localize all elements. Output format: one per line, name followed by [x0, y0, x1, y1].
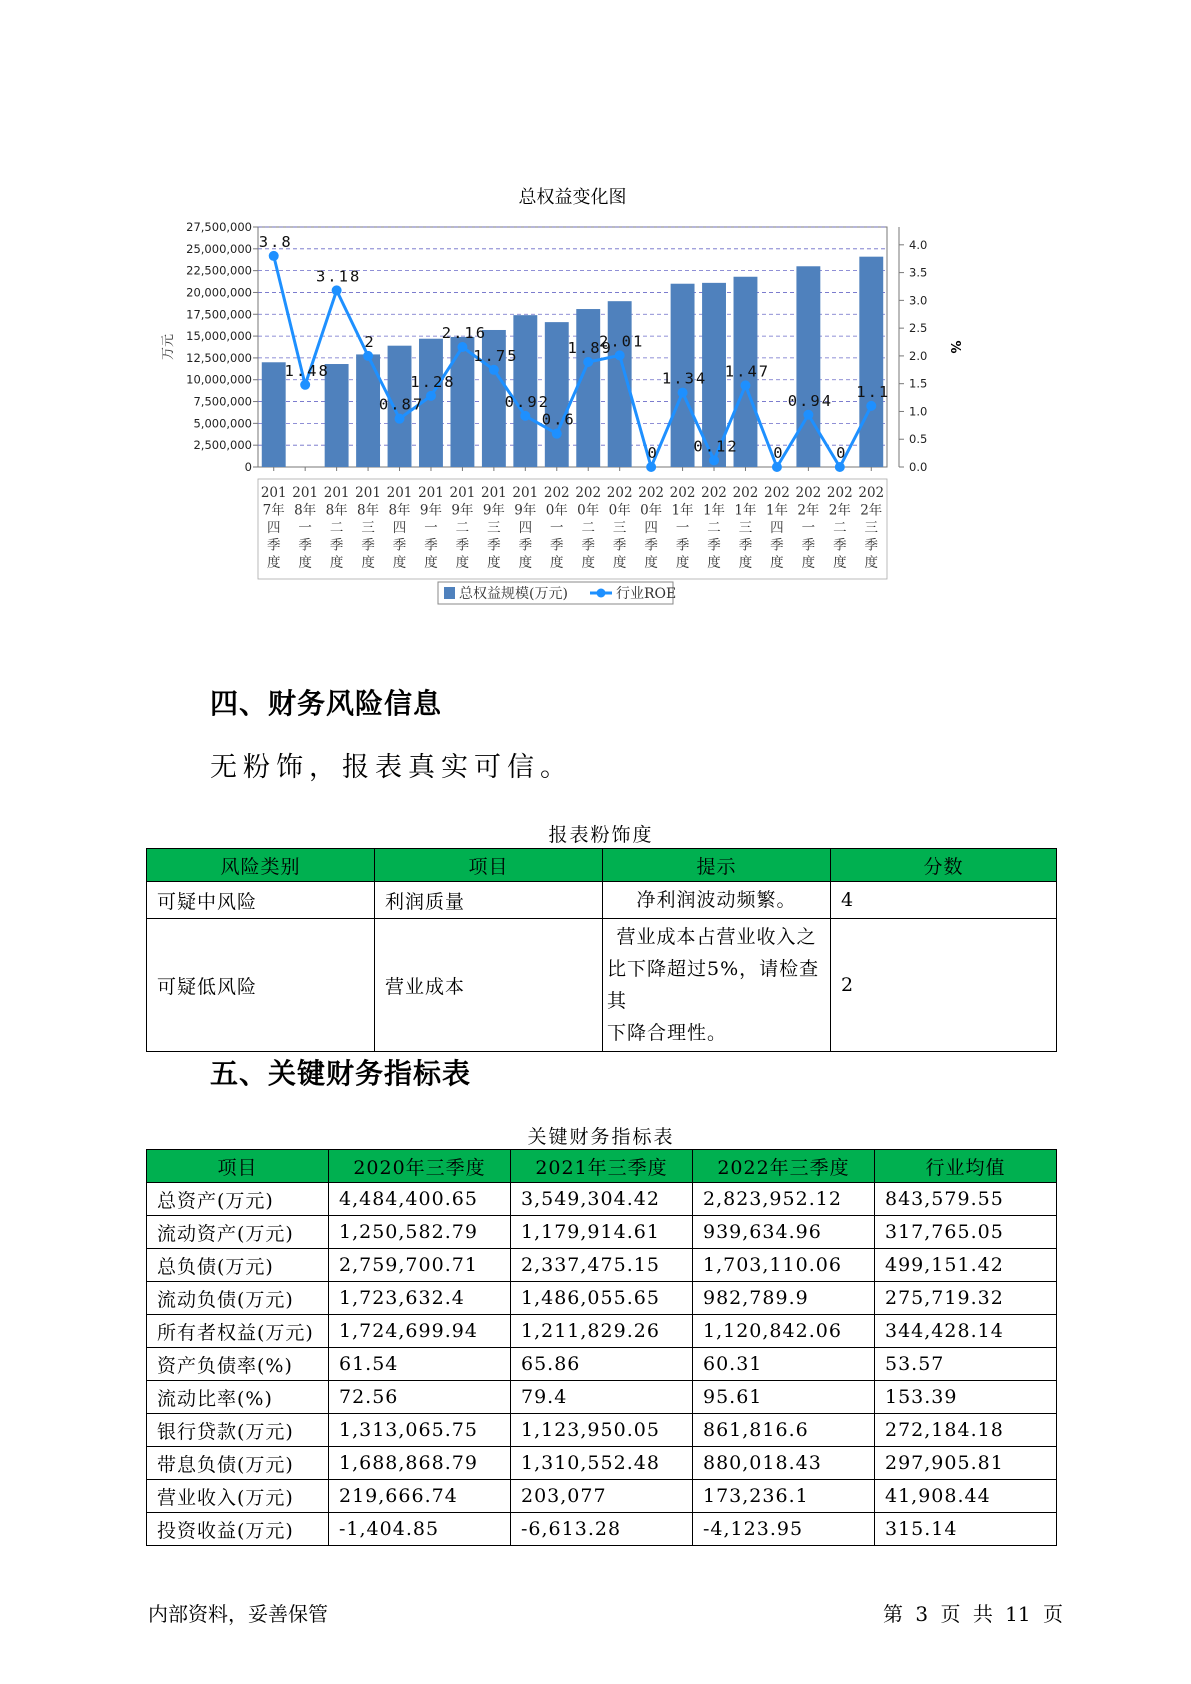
kpi-value-cell: 1,310,552.48 — [511, 1447, 693, 1480]
risk-item: 利润质量 — [375, 882, 603, 919]
x-tick-label: 季 — [707, 537, 721, 554]
roe-data-label: 0.6 — [541, 410, 576, 429]
bar — [262, 362, 286, 467]
table-row — [147, 882, 1057, 919]
kpi-value-cell: 843,579.55 — [875, 1183, 1057, 1216]
roe-data-label: 2.01 — [599, 332, 645, 351]
x-tick-label: 季 — [801, 537, 816, 554]
x-tick-label: 二 — [707, 520, 721, 536]
x-tick-label: 度 — [770, 555, 784, 571]
x-tick-label: 季 — [864, 537, 879, 554]
kpi-value-cell: 2,823,952.12 — [693, 1183, 875, 1216]
x-tick-label: 度 — [581, 555, 595, 571]
x-tick-label: 201 — [260, 485, 287, 501]
kpi-value-cell: 41,908.44 — [875, 1480, 1057, 1513]
risk-tip-line: 下降合理性。 — [607, 1022, 728, 1044]
table-row — [147, 1249, 1057, 1282]
x-tick-label: 二 — [833, 520, 847, 536]
x-tick-label: 一 — [298, 520, 312, 536]
kpi-value-cell: 79.4 — [511, 1381, 693, 1414]
risk-category: 可疑低风险 — [147, 919, 375, 1052]
kpi-value-cell: 315.14 — [875, 1513, 1057, 1546]
x-tick-label: 202 — [575, 485, 602, 501]
roe-data-label: 0.92 — [504, 392, 550, 411]
roe-point — [615, 350, 625, 360]
header-cell: 行业均值 — [875, 1150, 1057, 1183]
x-tick-label: 8年 — [357, 502, 380, 519]
x-tick-label: 季 — [455, 537, 470, 554]
x-tick-label: 度 — [266, 555, 281, 571]
roe-point — [332, 285, 342, 295]
roe-data-label: 1.48 — [284, 361, 330, 380]
kpi-table-caption: 关键财务指标表 — [527, 1126, 675, 1148]
y2-tick-label: 0.0 — [909, 460, 928, 474]
x-tick-label: 三 — [612, 520, 627, 536]
x-tick-label: 三 — [361, 520, 375, 536]
roe-data-label: 0.94 — [787, 391, 834, 410]
roe-data-label: 2.16 — [441, 324, 488, 343]
kpi-table — [146, 1149, 1057, 1546]
kpi-value-cell: -4,123.95 — [693, 1513, 875, 1546]
roe-point — [552, 429, 562, 439]
kpi-value-cell: 219,666.74 — [329, 1480, 511, 1513]
kpi-label-cell: 流动资产(万元) — [147, 1216, 329, 1249]
x-tick-label: 度 — [801, 555, 816, 571]
x-tick-label: 四 — [266, 520, 281, 536]
y2-tick-label: 1.5 — [909, 376, 928, 391]
x-tick-label: 季 — [550, 537, 564, 554]
kpi-value-cell: 275,719.32 — [875, 1282, 1057, 1315]
bar — [859, 257, 883, 467]
roe-data-label: 1.89 — [567, 339, 613, 358]
risk-score: 4 — [831, 882, 1057, 919]
x-tick-label: 202 — [638, 485, 665, 501]
roe-point — [583, 357, 593, 367]
roe-data-label: 3.18 — [315, 267, 362, 286]
kpi-value-cell: 72.56 — [329, 1381, 511, 1414]
kpi-value-cell: 1,123,950.05 — [511, 1414, 693, 1447]
x-tick-label: 季 — [770, 537, 784, 554]
x-tick-label: 度 — [487, 555, 501, 571]
chart-title: 总权益变化图 — [518, 187, 627, 208]
table-row — [147, 1348, 1057, 1381]
x-axis-label-frame — [258, 479, 887, 579]
roe-point — [426, 391, 436, 401]
y-tick-label: 27,500,000 — [186, 220, 252, 234]
table-row — [147, 1480, 1057, 1513]
kpi-value-cell: -1,404.85 — [329, 1513, 511, 1546]
x-tick-label: 度 — [392, 555, 407, 571]
kpi-value-cell: 1,688,868.79 — [329, 1447, 511, 1480]
kpi-value-cell: 272,184.18 — [875, 1414, 1057, 1447]
kpi-label-cell: 总负债(万元) — [147, 1249, 329, 1282]
x-tick-label: 201 — [292, 485, 319, 501]
roe-point — [363, 351, 373, 361]
table-row — [147, 1315, 1057, 1348]
y2-tick-label: 3.5 — [909, 265, 928, 280]
x-tick-label: 一 — [675, 520, 690, 536]
roe-point — [835, 462, 845, 472]
x-tick-label: 201 — [512, 485, 539, 501]
x-tick-label: 8年 — [325, 502, 348, 519]
kpi-value-cell: 1,120,842.06 — [693, 1315, 875, 1348]
x-tick-label: 度 — [518, 555, 533, 571]
x-tick-label: 202 — [858, 485, 885, 501]
y-tick-label: 0 — [244, 460, 252, 474]
x-tick-label: 一 — [801, 520, 816, 536]
risk-category: 可疑中风险 — [147, 882, 375, 919]
x-tick-label: 四 — [770, 520, 784, 536]
equity-chart — [161, 187, 1040, 655]
risk-item: 营业成本 — [375, 919, 603, 1052]
roe-point — [646, 462, 656, 472]
chart-svg — [161, 187, 1040, 655]
kpi-label-cell: 带息负债(万元) — [147, 1447, 329, 1480]
kpi-label-cell: 流动比率(%) — [147, 1381, 329, 1414]
x-tick-label: 一 — [424, 520, 438, 536]
x-tick-label: 度 — [298, 555, 312, 571]
kpi-value-cell: 53.57 — [875, 1348, 1057, 1381]
bar — [796, 266, 820, 467]
x-tick-label: 季 — [329, 537, 344, 554]
legend-bar-swatch — [444, 587, 455, 599]
risk-tip-line: 比下降超过5%，请检查其 — [607, 958, 820, 1012]
y-tick-label: 5,000,000 — [193, 416, 252, 431]
x-tick-label: 201 — [449, 485, 476, 501]
kpi-value-cell: 203,077 — [511, 1480, 693, 1513]
x-tick-label: 四 — [392, 520, 407, 536]
x-tick-label: 0年 — [608, 502, 631, 519]
table-row — [147, 1513, 1057, 1546]
x-tick-label: 0年 — [640, 502, 663, 519]
x-tick-label: 1年 — [765, 502, 788, 519]
header-cell: 项目 — [375, 849, 603, 882]
kpi-label-cell: 流动负债(万元) — [147, 1282, 329, 1315]
roe-data-label: 1.47 — [724, 362, 771, 381]
x-tick-label: 季 — [738, 537, 753, 554]
kpi-value-cell: 1,250,582.79 — [329, 1216, 511, 1249]
risk-tip — [603, 882, 831, 919]
kpi-label-cell: 营业收入(万元) — [147, 1480, 329, 1513]
x-tick-label: 度 — [455, 555, 470, 571]
roe-data-label: 0 — [773, 444, 785, 462]
roe-data-label: 1.1 — [856, 382, 891, 401]
risk-score: 2 — [831, 919, 1057, 1052]
x-tick-label: 度 — [329, 555, 344, 571]
y-tick-label: 2,500,000 — [193, 438, 252, 453]
roe-data-label: 0.12 — [693, 437, 739, 456]
x-tick-label: 2年 — [828, 502, 851, 519]
y2-tick-label: 0.5 — [909, 432, 928, 447]
x-tick-label: 度 — [864, 555, 879, 571]
roe-point — [803, 410, 813, 420]
y-tick-label: 25,000,000 — [186, 241, 252, 256]
y2-axis-label: % — [947, 340, 962, 354]
kpi-value-cell: 2,337,475.15 — [511, 1249, 693, 1282]
y-tick-label: 15,000,000 — [186, 329, 252, 344]
table-row — [147, 1414, 1057, 1447]
header-cell: 2020年三季度 — [329, 1150, 511, 1183]
kpi-value-cell: 982,789.9 — [693, 1282, 875, 1315]
kpi-label-cell: 投资收益(万元) — [147, 1513, 329, 1546]
kpi-value-cell: 861,816.6 — [693, 1414, 875, 1447]
header-cell: 项目 — [147, 1150, 329, 1183]
roe-data-label: 0.87 — [378, 395, 425, 414]
bar — [450, 337, 474, 467]
roe-point — [395, 414, 405, 424]
y-tick-label: 20,000,000 — [186, 285, 252, 300]
roe-point — [709, 455, 719, 465]
kpi-label-cell: 所有者权益(万元) — [147, 1315, 329, 1348]
header-cell: 2021年三季度 — [511, 1150, 693, 1183]
kpi-value-cell: 4,484,400.65 — [329, 1183, 511, 1216]
roe-data-label: 1.75 — [473, 346, 519, 365]
bar — [513, 315, 537, 467]
kpi-value-cell: 60.31 — [693, 1348, 875, 1381]
section4-paragraph: 无粉饰，报表真实可信。 — [210, 752, 573, 783]
x-tick-label: 1年 — [671, 502, 694, 519]
x-tick-label: 度 — [644, 555, 658, 571]
x-tick-label: 202 — [732, 485, 759, 501]
kpi-value-cell: 153.39 — [875, 1381, 1057, 1414]
x-tick-label: 季 — [361, 537, 375, 554]
table-row — [147, 1216, 1057, 1249]
table-row — [147, 919, 1057, 1052]
x-tick-label: 9年 — [514, 502, 537, 519]
x-tick-label: 季 — [424, 537, 438, 554]
y2-tick-label: 1.0 — [909, 404, 928, 419]
x-tick-label: 2年 — [797, 502, 820, 519]
kpi-table-header — [147, 1150, 1057, 1183]
x-tick-label: 7年 — [262, 502, 285, 519]
kpi-value-cell: 317,765.05 — [875, 1216, 1057, 1249]
kpi-value-cell: 1,703,110.06 — [693, 1249, 875, 1282]
x-tick-label: 202 — [701, 485, 727, 501]
x-tick-label: 1年 — [734, 502, 757, 519]
section4-heading: 四、财务风险信息 — [210, 687, 443, 720]
x-tick-label: 201 — [323, 485, 350, 501]
roe-point — [678, 388, 688, 398]
kpi-value-cell: 880,018.43 — [693, 1447, 875, 1480]
header-cell: 分数 — [831, 849, 1057, 882]
x-tick-label: 度 — [833, 555, 847, 571]
y-tick-label: 22,500,000 — [186, 263, 252, 278]
x-tick-label: 度 — [675, 555, 690, 571]
table-row — [147, 1183, 1057, 1216]
kpi-value-cell: 1,723,632.4 — [329, 1282, 511, 1315]
table-row — [147, 1447, 1057, 1480]
kpi-value-cell: 95.61 — [693, 1381, 875, 1414]
x-tick-label: 二 — [329, 520, 344, 536]
header-cell: 2022年三季度 — [693, 1150, 875, 1183]
kpi-value-cell: -6,613.28 — [511, 1513, 693, 1546]
kpi-value-cell: 1,486,055.65 — [511, 1282, 693, 1315]
y-tick-label: 17,500,000 — [186, 307, 252, 322]
roe-point — [269, 251, 279, 261]
y-tick-label: 12,500,000 — [186, 350, 252, 365]
kpi-value-cell: 1,724,699.94 — [329, 1315, 511, 1348]
x-tick-label: 202 — [543, 485, 570, 501]
x-tick-label: 季 — [675, 537, 690, 554]
x-tick-label: 三 — [738, 520, 753, 536]
x-tick-label: 季 — [644, 537, 658, 554]
risk-tip-line: 营业成本占营业收入之 — [616, 926, 817, 948]
kpi-value-cell: 1,179,914.61 — [511, 1216, 693, 1249]
kpi-label-cell: 资产负债率(%) — [147, 1348, 329, 1381]
risk-tip — [603, 919, 831, 1052]
x-tick-label: 季 — [612, 537, 627, 554]
x-tick-label: 9年 — [482, 502, 505, 519]
risk-table-caption: 报表粉饰度 — [548, 824, 654, 846]
x-tick-label: 度 — [550, 555, 564, 571]
x-tick-label: 度 — [361, 555, 375, 571]
x-tick-label: 1年 — [702, 502, 726, 519]
footer-confidential-note: 内部资料，妥善保管 — [148, 1602, 328, 1626]
kpi-value-cell: 2,759,700.71 — [329, 1249, 511, 1282]
roe-data-label: 1.28 — [410, 372, 456, 391]
x-tick-label: 一 — [550, 520, 564, 536]
x-tick-label: 202 — [606, 485, 633, 501]
x-tick-label: 8年 — [294, 502, 317, 519]
x-tick-label: 四 — [644, 520, 658, 536]
x-tick-label: 季 — [833, 537, 847, 554]
x-tick-label: 202 — [795, 485, 822, 501]
x-tick-label: 度 — [612, 555, 627, 571]
roe-point — [740, 380, 750, 390]
x-tick-label: 8年 — [388, 502, 411, 519]
kpi-label-cell: 总资产(万元) — [147, 1183, 329, 1216]
kpi-value-cell: 173,236.1 — [693, 1480, 875, 1513]
kpi-value-cell: 1,211,829.26 — [511, 1315, 693, 1348]
header-cell: 风险类别 — [147, 849, 375, 882]
kpi-value-cell: 939,634.96 — [693, 1216, 875, 1249]
y2-tick-label: 3.0 — [909, 293, 928, 308]
roe-data-label: 3.8 — [258, 232, 293, 251]
x-tick-label: 三 — [487, 520, 501, 536]
x-tick-label: 201 — [418, 485, 444, 501]
y2-tick-label: 2.0 — [909, 348, 928, 363]
y2-tick-label: 4.0 — [909, 237, 928, 252]
x-tick-label: 季 — [487, 537, 501, 554]
roe-point — [772, 462, 782, 472]
y2-tick-label: 2.5 — [909, 321, 928, 336]
x-tick-label: 201 — [480, 485, 507, 501]
x-tick-label: 202 — [669, 485, 696, 501]
roe-data-label: 2 — [364, 332, 376, 351]
legend-bar-label: 总权益规模(万元) — [459, 586, 568, 602]
x-tick-label: 202 — [826, 485, 853, 501]
bar — [576, 309, 600, 467]
x-tick-label: 季 — [392, 537, 407, 554]
roe-point — [489, 365, 499, 375]
kpi-value-cell: 499,151.42 — [875, 1249, 1057, 1282]
section5-heading: 五、关键财务指标表 — [210, 1057, 472, 1090]
x-tick-label: 9年 — [451, 502, 474, 519]
footer-page-number: 第 3 页 共 11 页 — [883, 1602, 1063, 1626]
x-tick-label: 9年 — [419, 502, 443, 519]
x-tick-label: 三 — [864, 520, 879, 536]
risk-table — [146, 848, 1057, 1052]
x-tick-label: 202 — [764, 485, 790, 501]
x-tick-label: 0年 — [545, 502, 568, 519]
x-tick-label: 0年 — [577, 502, 600, 519]
x-tick-label: 季 — [518, 537, 533, 554]
roe-point — [866, 401, 876, 411]
y-tick-label: 7,500,000 — [193, 394, 252, 409]
table-row — [147, 1381, 1057, 1414]
x-tick-label: 2年 — [860, 502, 883, 519]
x-tick-label: 201 — [355, 485, 381, 501]
x-tick-label: 四 — [518, 520, 533, 536]
y-axis-label: 万元 — [161, 333, 176, 361]
x-tick-label: 度 — [424, 555, 438, 571]
risk-table-header — [147, 849, 1057, 882]
roe-point — [520, 411, 530, 421]
roe-data-label: 0 — [836, 444, 848, 462]
x-tick-label: 季 — [581, 537, 595, 554]
kpi-value-cell: 297,905.81 — [875, 1447, 1057, 1480]
legend-line-label: 行业ROE — [616, 586, 677, 602]
kpi-value-cell: 344,428.14 — [875, 1315, 1057, 1348]
x-tick-label: 度 — [707, 555, 721, 571]
roe-point — [300, 380, 310, 390]
roe-point — [457, 342, 467, 352]
legend-line-marker — [597, 589, 606, 598]
header-cell: 提示 — [603, 849, 831, 882]
risk-tip-line: 净利润波动频繁。 — [636, 889, 797, 911]
roe-data-label: 1.34 — [661, 369, 708, 388]
x-tick-label: 季 — [298, 537, 312, 554]
roe-data-label: 0 — [647, 444, 659, 462]
kpi-value-cell: 3,549,304.42 — [511, 1183, 693, 1216]
x-tick-label: 度 — [738, 555, 753, 571]
x-tick-label: 二 — [455, 520, 470, 536]
table-row — [147, 1282, 1057, 1315]
y-tick-label: 10,000,000 — [186, 372, 252, 387]
kpi-label-cell: 银行贷款(万元) — [147, 1414, 329, 1447]
kpi-value-cell: 1,313,065.75 — [329, 1414, 511, 1447]
x-tick-label: 二 — [581, 520, 595, 536]
kpi-value-cell: 65.86 — [511, 1348, 693, 1381]
x-tick-label: 季 — [266, 537, 281, 554]
kpi-value-cell: 61.54 — [329, 1348, 511, 1381]
x-tick-label: 201 — [386, 485, 413, 501]
